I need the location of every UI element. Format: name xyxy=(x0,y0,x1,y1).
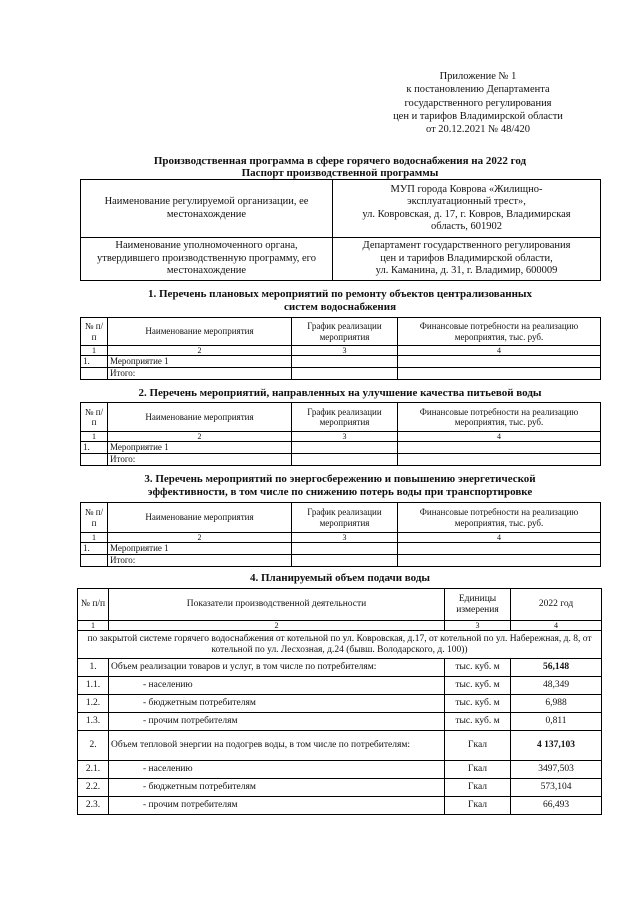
col-number: 2 xyxy=(109,621,445,631)
col-header-units: Единицы измерения xyxy=(445,589,511,621)
col-header-finance: Финансовые потребности на реализацию мероприятия, тыс. руб. xyxy=(398,503,601,533)
total-row xyxy=(81,368,601,380)
indicator-unit: тыс. куб. м xyxy=(445,659,511,677)
indicator-name: - населению xyxy=(109,761,445,779)
section-2-title-line: 2. Перечень мероприятий, направленных на улучшение качества питьевой воды xyxy=(138,387,542,399)
col-number: 1 xyxy=(81,533,108,543)
indicator-unit: Гкал xyxy=(445,731,511,761)
section-1-title-line: систем водоснабжения xyxy=(283,301,397,313)
org-value-line: ул. Ковровская, д. 17, г. Ковров, Владимирская xyxy=(362,208,571,220)
section-1-title-line: 1. Перечень плановых мероприятий по ремонту объектов централизованных xyxy=(148,288,532,300)
empty-cell xyxy=(398,555,601,567)
col-number: 4 xyxy=(398,346,601,356)
col-header-finance: Финансовые потребности на реализацию мероприятия, тыс. руб. xyxy=(398,403,601,432)
passport-value-authority xyxy=(333,238,601,281)
indicator-unit: тыс. куб. м xyxy=(445,695,511,713)
authority-value-line: ул. Каманина, д. 31, г. Владимир, 600009 xyxy=(375,265,558,277)
col-header-num: № п/п xyxy=(81,503,108,533)
section-2-title xyxy=(80,387,600,400)
section-3-title-line: 3. Перечень мероприятий по энергосбережению и повышению энергетической xyxy=(144,473,536,485)
column-number-row xyxy=(78,621,602,631)
column-number-row xyxy=(81,533,601,543)
passport-row-authority xyxy=(81,238,601,281)
row-num: 1.2. xyxy=(78,695,109,713)
total-label: Итого: xyxy=(108,555,292,567)
section-4-title xyxy=(80,572,600,585)
row-num: 2.2. xyxy=(78,779,109,797)
empty-cell xyxy=(81,555,108,567)
event-name: Мероприятие 1 xyxy=(108,543,292,555)
table-header-row xyxy=(78,589,602,621)
col-header-name: Наименование мероприятия xyxy=(108,403,292,432)
total-label: Итого: xyxy=(108,454,292,466)
table-header-row xyxy=(81,503,601,533)
empty-cell xyxy=(292,543,398,555)
section-4-title-line: 4. Планируемый объем подачи воды xyxy=(250,572,430,584)
table-row xyxy=(78,659,602,677)
row-num: 1. xyxy=(81,442,108,454)
row-num: 1.1. xyxy=(78,677,109,695)
row-num: 1. xyxy=(81,356,108,368)
indicator-value: 0,811 xyxy=(511,713,602,731)
passport-label-authority: Наименование уполномоченного органа, утвердившего производственную программу, его местонахождение xyxy=(81,238,333,281)
col-header-indicator: Показатели производственной деятельности xyxy=(109,589,445,621)
passport-table xyxy=(80,179,601,281)
indicator-name: - бюджетным потребителям xyxy=(109,695,445,713)
col-header-num: № п/п xyxy=(81,318,108,346)
indicator-unit: тыс. куб. м xyxy=(445,713,511,731)
authority-value-line: цен и тарифов Владимирской области, xyxy=(380,252,553,264)
empty-cell xyxy=(292,356,398,368)
col-number: 3 xyxy=(445,621,511,631)
col-header-schedule: График реализации мероприятия xyxy=(292,403,398,432)
section-3-table xyxy=(80,502,601,567)
empty-cell xyxy=(398,543,601,555)
indicator-value: 66,493 xyxy=(511,797,602,815)
empty-cell xyxy=(292,442,398,454)
col-header-schedule: График реализации мероприятия xyxy=(292,503,398,533)
table-row xyxy=(78,779,602,797)
system-description: по закрытой системе горячего водоснабжения от котельной по ул. Ковровская, д.17, от котельной по ул. Набережная, д. 8, от котельной по ул. Лесхозная, д.24 (бывш. Володарского, д. 100)) xyxy=(78,631,602,659)
indicator-unit: Гкал xyxy=(445,797,511,815)
empty-cell xyxy=(292,368,398,380)
row-num: 1. xyxy=(81,543,108,555)
appendix-reference: к постановлению Департамента xyxy=(406,84,550,96)
total-label: Итого: xyxy=(108,368,292,380)
indicator-name: Объем тепловой энергии на подогрев воды, в том числе по потребителям: xyxy=(109,731,445,761)
col-header-num: № п/п xyxy=(78,589,109,621)
total-row xyxy=(81,555,601,567)
program-title: Производственная программа в сфере горячего водоснабжения на 2022 год xyxy=(153,155,527,167)
column-number-row xyxy=(81,432,601,442)
col-number: 3 xyxy=(292,346,398,356)
col-number: 1 xyxy=(78,621,109,631)
col-number: 3 xyxy=(292,533,398,543)
row-num: 1.3. xyxy=(78,713,109,731)
section-3-title xyxy=(80,473,600,499)
event-name: Мероприятие 1 xyxy=(108,442,292,454)
col-header-schedule: График реализации мероприятия xyxy=(292,318,398,346)
table-row xyxy=(81,543,601,555)
section-1-table xyxy=(80,317,601,380)
indicator-unit: тыс. куб. м xyxy=(445,677,511,695)
appendix-label: Приложение № 1 xyxy=(439,71,517,82)
col-header-name: Наименование мероприятия xyxy=(108,318,292,346)
column-number-row xyxy=(81,346,601,356)
empty-cell xyxy=(81,454,108,466)
table-header-row xyxy=(81,318,601,346)
col-number: 2 xyxy=(108,346,292,356)
table-row xyxy=(78,695,602,713)
empty-cell xyxy=(398,454,601,466)
org-value-line: область, 601902 xyxy=(430,221,503,232)
indicator-name: - прочим потребителям xyxy=(109,713,445,731)
indicator-unit: Гкал xyxy=(445,761,511,779)
col-number: 4 xyxy=(398,432,601,442)
supply-volume-table xyxy=(77,588,602,815)
table-row xyxy=(81,356,601,368)
col-number: 4 xyxy=(398,533,601,543)
total-row xyxy=(81,454,601,466)
document-title xyxy=(80,155,600,179)
empty-cell xyxy=(81,368,108,380)
indicator-unit: Гкал xyxy=(445,779,511,797)
col-header-name: Наименование мероприятия xyxy=(108,503,292,533)
indicator-value: 573,104 xyxy=(511,779,602,797)
indicator-name: - прочим потребителям xyxy=(109,797,445,815)
authority-value-line: Департамент государственного регулирования xyxy=(362,240,571,252)
indicator-value: 48,349 xyxy=(511,677,602,695)
table-row xyxy=(78,731,602,761)
col-header-num: № п/п xyxy=(81,403,108,432)
indicator-value: 4 137,103 xyxy=(511,731,602,761)
appendix-date-number: от 20.12.2021 № 48/420 xyxy=(425,124,530,136)
empty-cell xyxy=(398,442,601,454)
empty-cell xyxy=(398,356,601,368)
passport-title: Паспорт производственной программы xyxy=(241,167,439,179)
indicator-name: - населению xyxy=(109,677,445,695)
org-value-line: МУП города Коврова «Жилищно- xyxy=(390,183,543,195)
indicator-value: 56,148 xyxy=(511,659,602,677)
system-description-row xyxy=(78,631,602,659)
col-number: 4 xyxy=(511,621,602,631)
table-row xyxy=(78,797,602,815)
col-number: 1 xyxy=(81,346,108,356)
row-num: 1. xyxy=(78,659,109,677)
table-row xyxy=(78,677,602,695)
passport-label-organization: Наименование регулируемой организации, ее местонахождение xyxy=(81,180,333,238)
empty-cell xyxy=(292,555,398,567)
event-name: Мероприятие 1 xyxy=(108,356,292,368)
empty-cell xyxy=(292,454,398,466)
row-num: 2.1. xyxy=(78,761,109,779)
passport-value-organization xyxy=(333,180,601,238)
row-num: 2. xyxy=(78,731,109,761)
table-row xyxy=(81,442,601,454)
section-2-table xyxy=(80,402,601,466)
col-number: 1 xyxy=(81,432,108,442)
col-number: 2 xyxy=(108,432,292,442)
empty-cell xyxy=(398,368,601,380)
indicator-value: 3497,503 xyxy=(511,761,602,779)
table-row xyxy=(78,713,602,731)
table-header-row xyxy=(81,403,601,432)
appendix-department-region: цен и тарифов Владимирской области xyxy=(393,110,563,122)
appendix-department: государственного регулирования xyxy=(404,97,552,109)
org-value-line: эксплуатационный трест», xyxy=(407,196,526,207)
table-row xyxy=(78,761,602,779)
passport-row-organization xyxy=(81,180,601,238)
col-header-year: 2022 год xyxy=(511,589,602,621)
col-number: 3 xyxy=(292,432,398,442)
section-1-title xyxy=(80,288,600,314)
row-num: 2.3. xyxy=(78,797,109,815)
indicator-name: - бюджетным потребителям xyxy=(109,779,445,797)
indicator-value: 6,988 xyxy=(511,695,602,713)
col-header-finance: Финансовые потребности на реализацию мероприятия, тыс. руб. xyxy=(398,318,601,346)
appendix-header xyxy=(358,70,598,136)
section-3-title-line: эффективности, в том числе по снижению потерь воды при транспортировке xyxy=(147,486,533,498)
col-number: 2 xyxy=(108,533,292,543)
indicator-name: Объем реализации товаров и услуг, в том числе по потребителям: xyxy=(109,659,445,677)
